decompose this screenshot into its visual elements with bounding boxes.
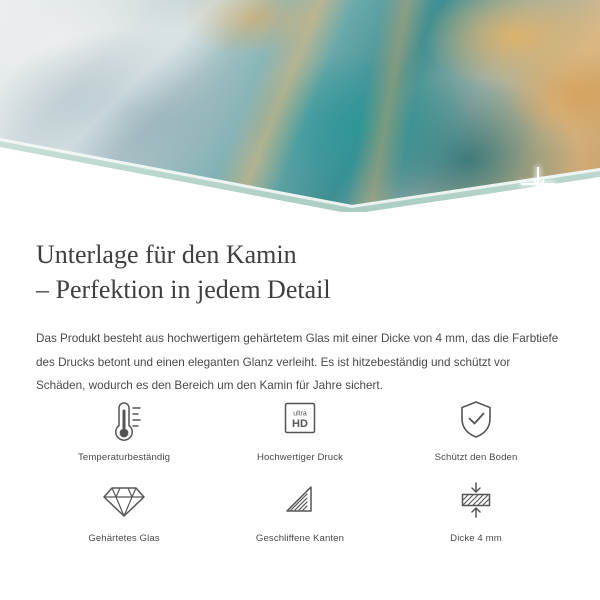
feature-label: Gehärtetes Glas — [88, 533, 160, 544]
feature-item-print — [212, 394, 388, 463]
headline-line-2: – Perfektion in jedem Detail — [36, 274, 331, 304]
feature-label: Geschliffene Kanten — [255, 533, 345, 544]
thermometer-icon — [102, 394, 146, 446]
feature-label: Hochwertiger Druck — [256, 452, 344, 463]
feature-item-tempered-glass — [36, 475, 212, 544]
svg-text:HD: HD — [292, 418, 308, 430]
feature-grid — [36, 394, 564, 544]
svg-text:ultra: ultra — [293, 410, 307, 418]
marble-artwork — [0, 0, 600, 205]
sparkle-small-icon — [532, 178, 546, 192]
body-paragraph: Das Produkt besteht aus hochwertigem gehärtetem Glas mit einer Dicke von 4 mm, das die Farbtiefe des Drucks betont und einen eleganten Glanz verleiht. Es ist hitzebeständig und schützt vor Schäden, wodurch es den Bereich um den Kamin für Jahre sichert. — [36, 332, 559, 392]
diamond-icon — [100, 475, 148, 527]
feature-item-thickness — [388, 475, 564, 544]
feature-label: Temperaturbeständig — [77, 452, 171, 463]
ultra-hd-icon — [277, 394, 323, 446]
hero-image — [0, 0, 600, 212]
feature-item-polished-edges — [212, 475, 388, 544]
polished-edges-icon — [277, 475, 323, 527]
feature-label: Dicke 4 mm — [450, 533, 502, 544]
feature-label: Schützt den Boden — [434, 452, 518, 463]
content-block — [0, 212, 600, 397]
page-title — [36, 238, 556, 307]
thickness-icon — [454, 475, 498, 527]
shield-check-icon — [454, 394, 498, 446]
feature-item-temperature — [36, 394, 212, 463]
headline-line-1: Unterlage für den Kamin — [36, 240, 297, 269]
feature-item-floor-protection — [388, 394, 564, 463]
